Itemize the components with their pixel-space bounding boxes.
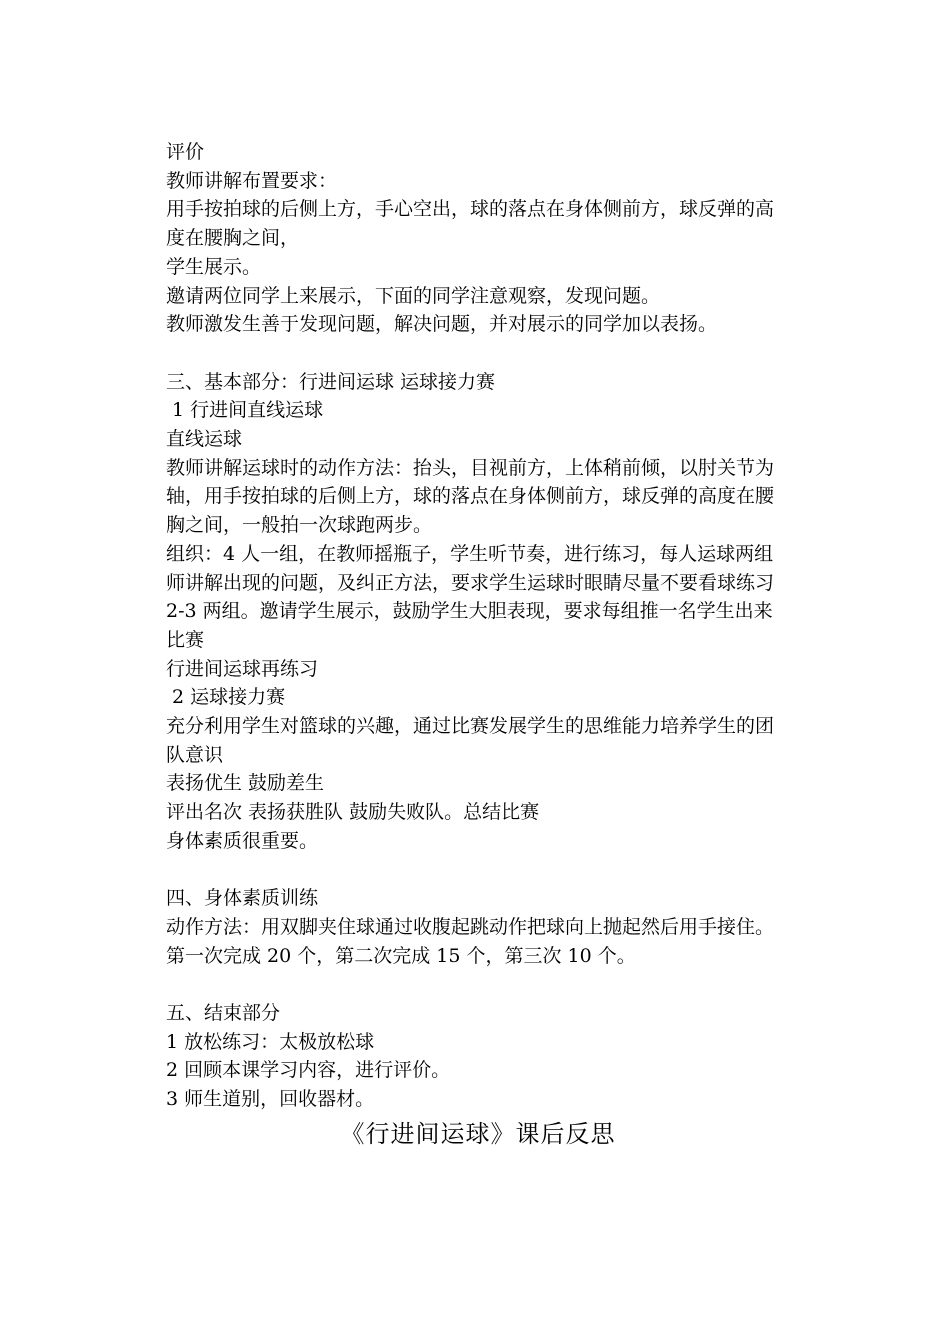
text-line: 邀请两位同学上来展示，下面的同学注意观察，发现问题。 (166, 284, 661, 307)
paragraph: 师讲解出现的问题，及纠正方法，要求学生运球时眼睛尽量不要看球练习 2-3 两组。邀请学生展示，鼓励学生大胆表现，要求每组推一名学生出来比赛 (166, 571, 775, 651)
paragraph: 动作方法：用双脚夹住球通过收腹起跳动作把球向上抛起然后用手接住。 (166, 915, 775, 938)
blank-line (166, 970, 790, 999)
section-heading: 四、身体素质训练 (166, 887, 319, 910)
text-line: 2 回顾本课学习内容，进行评价。 (166, 1059, 451, 1082)
text-line: 1 放松练习：太极放松球 (166, 1030, 375, 1053)
text-line: 行进间运球再练习 (166, 657, 319, 680)
text-line: 身体素质很重要。 (166, 829, 319, 852)
paragraph: 用手按拍球的后侧上方，手心空出，球的落点在身体侧前方，球反弹的高度在腰胸之间， (166, 198, 775, 250)
paragraph: 充分利用学生对篮球的兴趣，通过比赛发展学生的思维能力培养学生的团队意识 (166, 715, 775, 766)
text-line: 3 师生道别，回收器材。 (166, 1088, 375, 1111)
document-body (166, 138, 790, 1152)
paragraph: 组织：4 人一组，在教师摇瓶子，学生听节奏，进行练习，每人运球两组 (166, 542, 774, 565)
text-line: 第一次完成 20 个，第二次完成 15 个，第三次 10 个。 (166, 944, 636, 967)
text-line: 评价 (166, 141, 205, 163)
paragraph: 教师讲解运球时的动作方法：抬头，目视前方，上体稍前倾，以肘关节为轴，用手按拍球的后侧上方，球的落点在身体侧前方，球反弹的高度在腰胸之间，一般拍一次球跑两步。 (166, 456, 775, 537)
blank-line (166, 856, 790, 885)
text-line: 评出名次 表扬获胜队 鼓励失败队。总结比赛 (166, 801, 540, 824)
subsection-heading: 2 运球接力赛 (172, 686, 286, 709)
subsection-heading: 1 行进间直线运球 (172, 399, 324, 422)
section-heading: 三、基本部分：行进间运球 运球接力赛 (166, 370, 496, 393)
document-title: 《行进间运球》课后反思 (340, 1119, 616, 1148)
text-line: 教师激发生善于发现问题，解决问题，并对展示的同学加以表扬。 (166, 313, 718, 336)
text-line: 学生展示。 (166, 255, 262, 278)
section-heading: 五、结束部分 (166, 1002, 281, 1025)
text-line: 直线运球 (166, 428, 243, 451)
text-line: 表扬优生 鼓励差生 (166, 772, 325, 795)
blank-line (166, 339, 790, 368)
text-line: 教师讲解布置要求： (166, 169, 338, 192)
